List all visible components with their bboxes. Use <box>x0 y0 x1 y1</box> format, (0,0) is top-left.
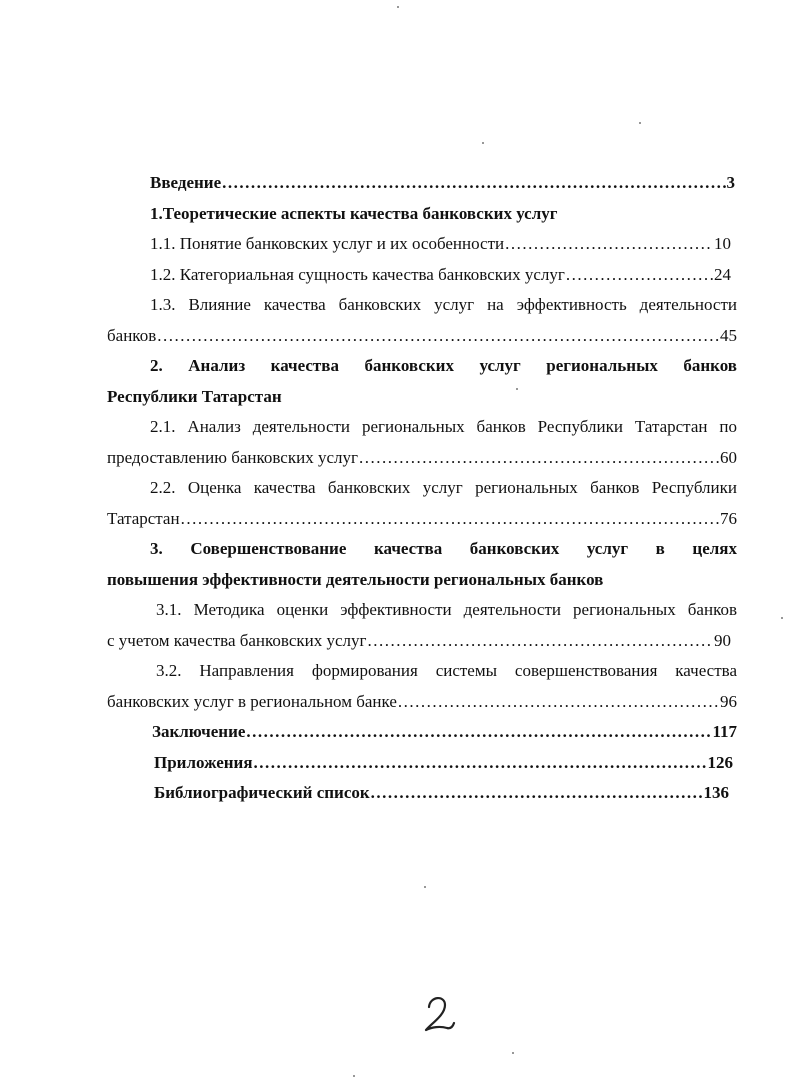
toc-entry-page: 117 <box>712 722 737 741</box>
dot-leader <box>398 687 719 718</box>
dot-leader <box>505 229 713 260</box>
dot-leader <box>359 443 719 474</box>
toc-entry-2-1-line1: 2.1. Анализ деятельности региональных банков Республики Татарстан по <box>150 417 737 436</box>
toc-entry-title: Приложения <box>154 752 253 772</box>
dot-leader <box>222 168 725 199</box>
toc-entry-1-3-line1: 1.3. Влияние качества банковских услуг на эффективность деятельности <box>150 295 737 314</box>
toc-chapter-2-line1: 2. Анализ качества банковских услуг региональных банков <box>150 356 737 375</box>
toc-entry-3-1-line1: 3.1. Методика оценки эффективности деятельности региональных банков <box>156 600 737 619</box>
scan-speck <box>482 142 484 144</box>
toc-entry-title: с учетом качества банковских услуг <box>107 630 367 650</box>
dot-leader <box>254 748 707 779</box>
scan-speck <box>512 1052 514 1054</box>
toc-chapter-1 <box>107 199 737 230</box>
toc-entry-conclusion <box>107 717 737 748</box>
toc-chapter-title: 1.Теоретические аспекты качества банковских услуг <box>150 203 558 223</box>
toc-entry-page: 90 <box>714 630 731 650</box>
toc-entry-page: 96 <box>720 691 737 711</box>
toc-chapter-3-line1: 3. Совершенствование качества банковских услуг в целях <box>150 539 737 558</box>
toc-entry-page: 136 <box>703 783 729 802</box>
scan-speck <box>781 617 783 619</box>
toc-entry-title: 1.2. Категориальная сущность качества банковских услуг <box>150 264 565 284</box>
toc-entry-title: банков <box>107 325 157 345</box>
scan-speck <box>397 6 399 8</box>
toc-entry-3-2 <box>107 687 737 718</box>
toc-entry-1-3 <box>107 321 737 352</box>
toc-entry-title: Татарстан <box>107 508 180 528</box>
toc-chapter-3-line2: повышения эффективности деятельности региональных банков <box>107 569 604 589</box>
toc-entry-page: 3 <box>726 173 735 192</box>
toc-entry-2-2-line1: 2.2. Оценка качества банковских услуг региональных банков Республики <box>150 478 737 497</box>
toc-entry-intro <box>107 168 737 199</box>
toc-entry-title: Введение <box>150 173 222 192</box>
toc-entry-page: 60 <box>720 447 737 467</box>
toc-entry-2-2 <box>107 504 737 535</box>
dot-leader <box>181 504 719 535</box>
scan-speck <box>516 388 518 390</box>
toc-entry-page: 45 <box>720 325 737 345</box>
dot-leader <box>371 778 703 809</box>
toc-entry-page: 24 <box>714 264 731 284</box>
toc-entry-title: Библиографический список <box>154 783 370 802</box>
dot-leader <box>566 260 713 291</box>
toc-entry-title: предоставлению банковских услуг <box>107 447 358 467</box>
toc-entry-title: банковских услуг в региональном банке <box>107 691 397 711</box>
toc-entry-title: 1.1. Понятие банковских услуг и их особенности <box>150 234 505 253</box>
toc-entry-title: Заключение <box>152 722 246 741</box>
toc-entry-page: 76 <box>720 508 737 528</box>
toc-entry-2-1 <box>107 443 737 474</box>
toc-entry-1-1 <box>107 229 737 260</box>
toc-entry-3-1 <box>107 626 737 657</box>
table-of-contents <box>107 168 737 809</box>
dot-leader <box>157 321 719 352</box>
scan-speck <box>639 122 641 124</box>
dot-leader <box>368 626 713 657</box>
toc-entry-page: 10 <box>714 234 731 253</box>
toc-chapter-2-line2: Республики Татарстан <box>107 386 282 406</box>
toc-entry-3-2-line1: 3.2. Направления формирования системы совершенствования качества <box>156 661 737 680</box>
toc-entry-appendix <box>107 748 737 779</box>
scan-speck <box>424 886 426 888</box>
toc-entry-page: 126 <box>707 752 733 772</box>
dot-leader <box>246 717 711 748</box>
handwritten-page-number <box>420 990 460 1040</box>
toc-entry-1-2 <box>107 260 737 291</box>
toc-entry-bibliography <box>107 778 737 809</box>
scan-speck <box>353 1075 355 1077</box>
